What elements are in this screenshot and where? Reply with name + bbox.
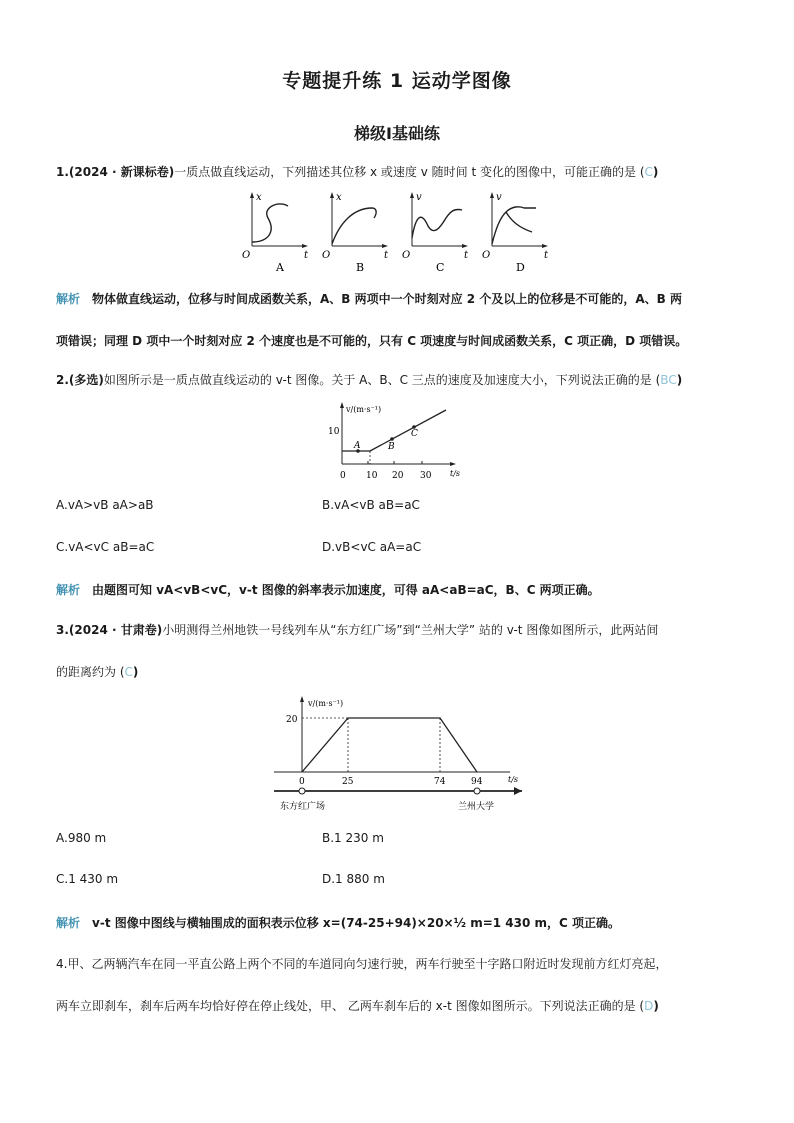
q3-solution-text: v-t 图像中图线与横轴围成的面积表示位移 x=(74-25+94)×20×½ m=1 430 m，C 项正确。 bbox=[92, 916, 621, 930]
q1-solution-line1 bbox=[56, 290, 682, 307]
q2-option-a[interactable]: A.vA>vB aA>aB bbox=[56, 498, 154, 512]
q3-option-c[interactable]: C.1 430 m bbox=[56, 872, 119, 886]
q2-xlabel: t/s bbox=[450, 469, 461, 478]
q3-station-right: 兰州大学 bbox=[458, 802, 495, 812]
q3-text: 小明测得兰州地铁一号线列车从“东方红广场”到“兰州大学” 站的 v-t 图像如图所示，此两站间 bbox=[162, 623, 659, 637]
q4-answer: D bbox=[644, 999, 654, 1013]
page-title: 专题提升练 1 运动学图像 bbox=[282, 70, 512, 92]
q3-xtick-1: 25 bbox=[342, 777, 354, 787]
q2-ylabel: v/(m·s⁻¹) bbox=[346, 405, 382, 414]
q1-graphs bbox=[236, 188, 556, 280]
q2-option-d[interactable]: D.vB<vC aA=aC bbox=[322, 540, 422, 554]
q2-xtick-2: 20 bbox=[392, 471, 404, 481]
q1-prefix: 1.(2024 · 新课标卷) bbox=[56, 165, 175, 179]
q3-option-b[interactable]: B.1 230 m bbox=[322, 831, 384, 845]
q4-close: ) bbox=[653, 999, 659, 1013]
q1c-origin: O bbox=[402, 250, 411, 261]
q3-xlabel: t/s bbox=[508, 775, 519, 784]
q1-solution-text1: 物体做直线运动，位移与时间成函数关系，A、B 两项中一个时刻对应 2 个及以上的位移是不可能的，A、B 两 bbox=[92, 292, 682, 306]
q2-label-a: A bbox=[354, 441, 361, 451]
q1-graph-d bbox=[482, 192, 549, 274]
q1a-origin: O bbox=[242, 250, 251, 261]
q1b-xaxis-label: t bbox=[384, 250, 389, 261]
question-4-line2 bbox=[56, 998, 659, 1014]
q1a-label: A bbox=[276, 261, 284, 274]
q2-xtick-3: 30 bbox=[420, 471, 432, 481]
q2-prefix: 2.(多选) bbox=[56, 373, 104, 387]
q2-option-c[interactable]: C.vA<vC aB=aC bbox=[56, 540, 155, 554]
q2-solution-text: 由题图可知 vA<vB<vC，v-t 图像的斜率表示加速度，可得 aA<aB=aC，B、C 两项正确。 bbox=[92, 583, 600, 597]
q3-option-d[interactable]: D.1 880 m bbox=[322, 872, 385, 886]
q1a-yaxis-label: x bbox=[256, 192, 262, 203]
q2-solution bbox=[56, 581, 600, 598]
question-4-line1: 4.甲、乙两辆汽车在同一平直公路上两个不同的车道同向匀速行驶，两车行驶至十字路口附近时发现前方红灯亮起， bbox=[56, 957, 668, 971]
q1-solution-line2: 项错误；同理 D 项中一个时刻对应 2 个速度也是不可能的，只有 C 项速度与时间成函数关系，C 项正确，D 项错误。 bbox=[56, 334, 688, 348]
q3-solution-tag: 解析 bbox=[56, 916, 81, 930]
q1d-label: D bbox=[516, 261, 525, 274]
q3-prefix: 3.(2024 · 甘肃卷) bbox=[56, 623, 163, 637]
q1d-origin: O bbox=[482, 250, 491, 261]
q3-xtick-2: 74 bbox=[434, 777, 446, 787]
q1b-yaxis-label: x bbox=[336, 192, 342, 203]
q1-graph-c bbox=[402, 192, 469, 274]
q3-station-left: 东方红广场 bbox=[280, 802, 326, 812]
question-3-line2 bbox=[56, 664, 138, 680]
q1-graph-b bbox=[322, 192, 389, 274]
q3-text2: 的距离约为 ( bbox=[56, 665, 125, 679]
q2-xtick-0: 0 bbox=[340, 471, 346, 481]
q2-point-b bbox=[390, 437, 394, 441]
q1b-label: B bbox=[356, 261, 365, 274]
section-subtitle: 梯级Ⅰ基础练 bbox=[354, 124, 440, 143]
q1d-xaxis-label: t bbox=[544, 250, 549, 261]
q4-text2: 两车立即刹车，刹车后两车均恰好停在停止线处，甲、 乙两车刹车后的 x-t 图像如图所示。下列说法正确的是 ( bbox=[56, 999, 645, 1013]
q2-text: 如图所示是一质点做直线运动的 v-t 图像。关于 A、B、C 三点的速度及加速度大小，下列说法正确的是 ( bbox=[103, 373, 661, 387]
q3-xtick-3: 94 bbox=[471, 777, 483, 787]
q1c-xaxis-label: t bbox=[464, 250, 469, 261]
q3-vt-graph bbox=[272, 690, 524, 814]
q3-close: ) bbox=[132, 665, 139, 679]
q2-solution-tag: 解析 bbox=[56, 583, 81, 597]
question-3 bbox=[56, 622, 658, 638]
q1-answer: C bbox=[644, 165, 653, 179]
q1c-label: C bbox=[436, 261, 445, 274]
q1c-yaxis-label: v bbox=[416, 192, 422, 203]
q1a-xaxis-label: t bbox=[304, 250, 309, 261]
q2-vt-graph bbox=[322, 398, 472, 484]
q2-label-b: B bbox=[388, 442, 395, 452]
q1d-yaxis-label: v bbox=[496, 192, 502, 203]
q2-answer: BC bbox=[660, 373, 677, 387]
q1-graph-a bbox=[242, 192, 309, 274]
q3-xtick-0: 0 bbox=[299, 777, 305, 787]
question-1 bbox=[56, 164, 658, 180]
q1-close: ) bbox=[652, 165, 659, 179]
q3-option-a[interactable]: A.980 m bbox=[56, 831, 107, 845]
question-2 bbox=[56, 372, 682, 388]
q3-ytick: 20 bbox=[286, 715, 298, 725]
q2-option-b[interactable]: B.vA<vB aB=aC bbox=[322, 498, 420, 512]
q1-text: 一质点做直线运动，下列描述其位移 x 或速度 v 随时间 t 变化的图像中，可能正确的是 ( bbox=[174, 165, 645, 179]
q1-solution-tag: 解析 bbox=[56, 292, 81, 306]
q3-answer: C bbox=[124, 665, 133, 679]
q3-solution bbox=[56, 914, 620, 931]
q3-ylabel: v/(m·s⁻¹) bbox=[308, 699, 344, 708]
q2-xtick-1: 10 bbox=[366, 471, 378, 481]
q2-close: ) bbox=[676, 373, 683, 387]
q2-label-c: C bbox=[411, 429, 418, 439]
q1b-origin: O bbox=[322, 250, 331, 261]
q2-ytick: 10 bbox=[328, 427, 340, 437]
